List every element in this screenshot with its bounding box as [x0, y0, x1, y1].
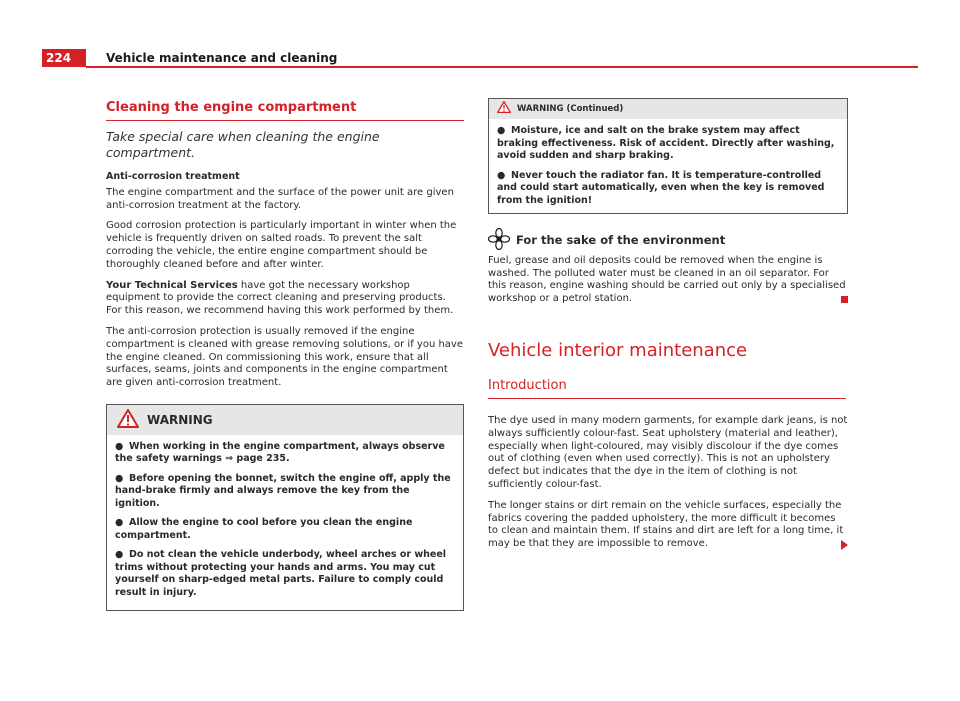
warning-item: ● Moisture, ice and salt on the brake system may affect braking effectiveness. Risk of accident. Directly after washing, avoid sudden and sharp braking.	[497, 125, 835, 161]
warning-item: ● When working in the engine compartment, always observe the safety warnings ⇒ page 235.	[115, 440, 445, 465]
warning-item: ● Allow the engine to cool before you clean the engine compartment.	[115, 517, 413, 541]
warning-item: ● Before opening the bonnet, switch the engine off, apply the hand-brake firmly and always remove the key from the ignition.	[115, 472, 451, 509]
environment-title: For the sake of the environment	[516, 233, 726, 247]
page-number: 224	[42, 49, 86, 67]
warning-body	[107, 435, 463, 611]
warning-continued-box	[488, 98, 848, 214]
warning-title: WARNING (Continued)	[517, 103, 624, 114]
warning-triangle-icon	[117, 409, 139, 431]
warning-header	[489, 99, 847, 119]
paragraph: Good corrosion protection is particularly important in winter when the vehicle is frequently driven on salted roads. To prevent the salt corroding the vehicle, the entire engine compartment should be thoroughly cleaned before and after winter.	[106, 220, 457, 270]
section-heading: Introduction	[488, 378, 846, 399]
warning-box	[106, 404, 464, 612]
environment-text: Fuel, grease and oil deposits could be removed when the engine is washed. The polluted water must be cleaned in an oil separator. For this reason, engine washing should be carried out only by a specialised workshop or a petrol station.	[488, 255, 848, 306]
running-header: Vehicle maintenance and cleaning	[106, 51, 338, 65]
paragraph: The longer stains or dirt remain on the vehicle surfaces, especially the fabrics covering the padded upholstery, the more difficult it becomes to clean and maintain them. If stains and dirt are left for a long time, it may be that they are impossible to remove.	[488, 500, 848, 551]
paragraph	[106, 280, 464, 318]
lead-text: Take special care when cleaning the engine compartment.	[106, 129, 380, 160]
header-rule	[86, 66, 918, 68]
environment-heading	[488, 228, 848, 253]
end-of-section-marker	[841, 296, 848, 303]
warning-header	[107, 405, 463, 435]
warning-item: ● Do not clean the vehicle underbody, wheel arches or wheel trims without protecting your hands and arms. You may cut yourself on sharp-edged metal parts. Failure to comply could result in injury.	[115, 549, 447, 598]
subheading: Anti-corrosion treatment	[106, 171, 240, 182]
right-column	[488, 98, 848, 559]
section-heading: Cleaning the engine compartment	[106, 100, 464, 121]
warning-title: WARNING	[147, 412, 213, 427]
left-column	[106, 100, 464, 611]
warning-triangle-icon	[497, 101, 511, 118]
chapter-title: Vehicle interior maintenance	[488, 339, 748, 361]
paragraph: The dye used in many modern garments, for example dark jeans, is not always sufficiently colour-fast. Seat upholstery (material and leather), especially when light-coloured, may visibly discolour if the dye comes out of clothing (even when used correctly). This is not an upholstery defect but indicates that the dye in the item of clothing is not sufficiently colour-fast.	[488, 414, 848, 490]
flower-icon	[488, 228, 510, 253]
bold-phrase: Your Technical Services	[106, 279, 238, 291]
warning-body	[489, 119, 847, 213]
paragraph-rest: have got the necessary workshop equipment to provide the correct cleaning and preserving products. For this reason, we recommend having this work performed by them.	[106, 279, 454, 317]
continue-arrow-icon	[841, 540, 848, 550]
paragraph: The anti-corrosion protection is usually removed if the engine compartment is cleaned with grease removing solutions, or if you have the engine cleaned. On commissioning this work, ensure that all surfaces, seams, joints and components in the engine compartment are given anti-corrosion treatment.	[106, 325, 463, 389]
warning-item: ● Never touch the radiator fan. It is temperature-controlled and could start automatically, even when the key is removed from the ignition!	[497, 169, 825, 206]
paragraph: The engine compartment and the surface of the power unit are given anti-corrosion treatment at the factory.	[106, 186, 454, 211]
